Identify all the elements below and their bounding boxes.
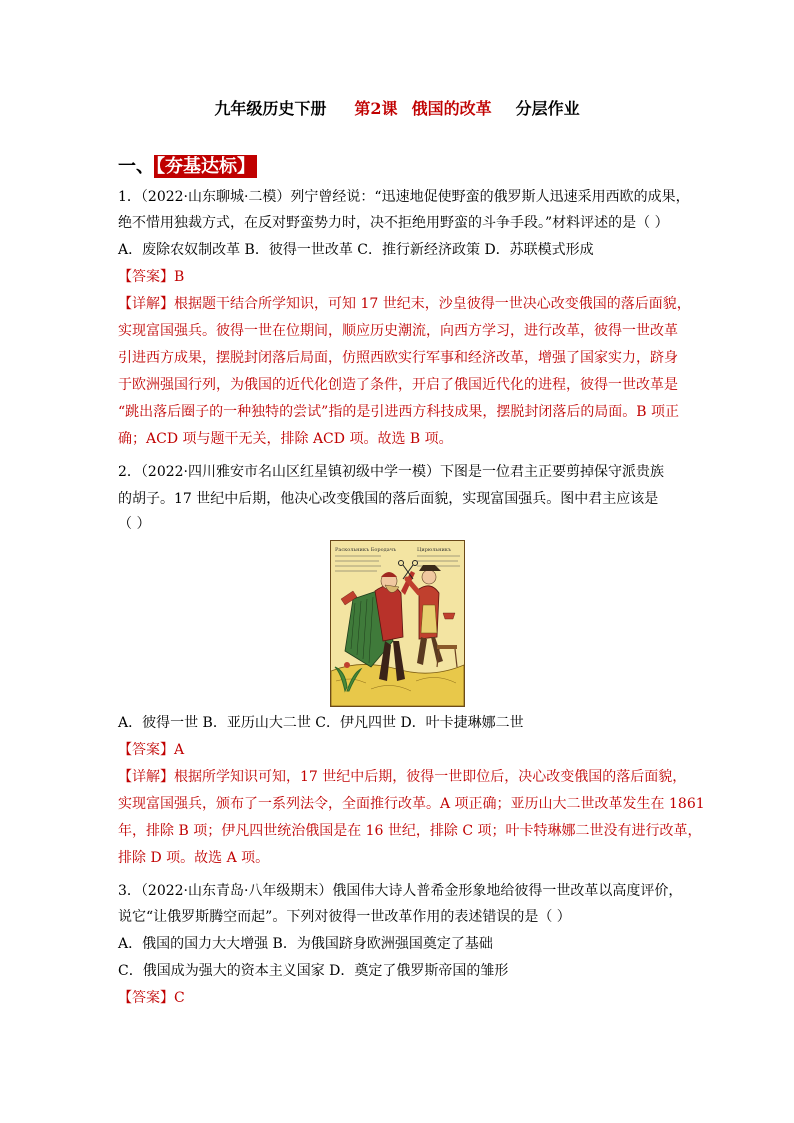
q2-stem-line-3: （ ） <box>118 516 151 532</box>
q1-detail-line-3: 引进西方成果，摆脱封闭落后局面，仿照西欧实行军事和经济改革，增强了国家实力，跻身 <box>118 350 678 366</box>
figure-caption-left: Раскольникъ Бородачъ <box>335 547 397 553</box>
q3-options-line-2: C．俄国成为强大的资本主义国家 D．奠定了俄罗斯帝国的雏形 <box>118 963 509 979</box>
q1-detail-text-1: 根据题干结合所学知识，可知 17 世纪末，沙皇彼得一世决心改变俄国的落后面貌， <box>174 296 691 312</box>
q1-detail-label: 【详解】 <box>118 296 174 312</box>
q2-answer: 【答案】A <box>118 742 185 758</box>
q2-stem-line-2: 的胡子。17 世纪中后期，他决心改变俄国的落后面貌，实现富国强兵。图中君主应该是 <box>118 491 659 507</box>
q1-stem-line-2: 绝不惜用独裁方式，在反对野蛮势力时，决不拒绝用野蛮的斗争手段。”材料评述的是（ ） <box>118 215 669 231</box>
q1-detail-line-5: “跳出落后圈子的一种独特的尝试”指的是引进西方科技成果，摆脱封闭落后的局面。B 项正 <box>118 404 680 420</box>
section-heading <box>118 152 257 178</box>
q1-answer: 【答案】B <box>118 269 185 285</box>
q3-options-line-1: A．俄国的国力大大增强 B．为俄国跻身欧洲强国奠定了基础 <box>118 936 493 952</box>
q1-detail-line-6: 确；ACD 项与题干无关，排除 ACD 项。故选 B 项。 <box>118 431 453 447</box>
q1-options: A．废除农奴制改革 B．彼得一世改革 C．推行新经济政策 D．苏联模式形成 <box>118 242 594 258</box>
barber-cutting-beard-image <box>331 541 464 706</box>
section-prefix: 一、 <box>118 156 154 177</box>
q1-stem-line-1: 1．（2022·山东聊城·二模）列宁曾经说：“迅速地促使野蛮的俄罗斯人迅速采用西欧的成果， <box>118 189 690 205</box>
q2-stem-line-1: 2．（2022·四川雅安市名山区红星镇初级中学一模）下图是一位君主正要剪掉保守派贵族 <box>118 464 664 480</box>
q2-detail-label: 【详解】 <box>118 769 174 785</box>
figure-caption-right: Цирюльникъ <box>417 547 452 553</box>
title-grade-book: 九年级历史下册 <box>214 99 327 118</box>
q3-answer: 【答案】C <box>118 990 185 1006</box>
q2-detail-line-2: 实现富国强兵，颁布了一系列法令，全面推行改革。A 项正确；亚历山大二世改革发生在 1861 <box>118 796 705 812</box>
q2-detail-line-4: 排除 D 项。故选 A 项。 <box>118 850 270 866</box>
q1-detail-line-1 <box>118 294 691 314</box>
q1-detail-line-4: 于欧洲强国行列，为俄国的近代化创造了条件，开启了俄国近代化的进程，彼得一世改革是 <box>118 377 678 393</box>
page-title <box>0 96 794 119</box>
title-lesson-number: 第2课 <box>354 99 398 118</box>
title-lesson-name: 俄国的改革 <box>411 99 492 118</box>
q2-detail-line-3: 年，排除 B 项；伊凡四世统治俄国是在 16 世纪，排除 C 项；叶卡特琳娜二世没有进行改革， <box>118 823 702 839</box>
lubok-illustration <box>330 540 465 707</box>
q2-detail-line-1 <box>118 767 686 787</box>
q2-detail-text-1: 根据所学知识可知，17 世纪中后期，彼得一世即位后，决心改变俄国的落后面貌， <box>174 769 687 785</box>
q2-options: A．彼得一世 B．亚历山大二世 C．伊凡四世 D．叶卡捷琳娜二世 <box>118 715 524 731</box>
title-assignment-type: 分层作业 <box>515 99 580 118</box>
q3-stem-line-1: 3．（2022·山东青岛·八年级期末）俄国伟大诗人普希金形象地给彼得一世改革以高度评价， <box>118 883 683 899</box>
section-label: 【夯基达标】 <box>156 156 255 177</box>
q3-stem-line-2: 说它“让俄罗斯腾空而起”。下列对彼得一世改革作用的表述错误的是（ ） <box>118 909 571 925</box>
q1-detail-line-2: 实现富国强兵。彼得一世在位期间，顺应历史潮流，向西方学习，进行改革，彼得一世改革 <box>118 323 678 339</box>
